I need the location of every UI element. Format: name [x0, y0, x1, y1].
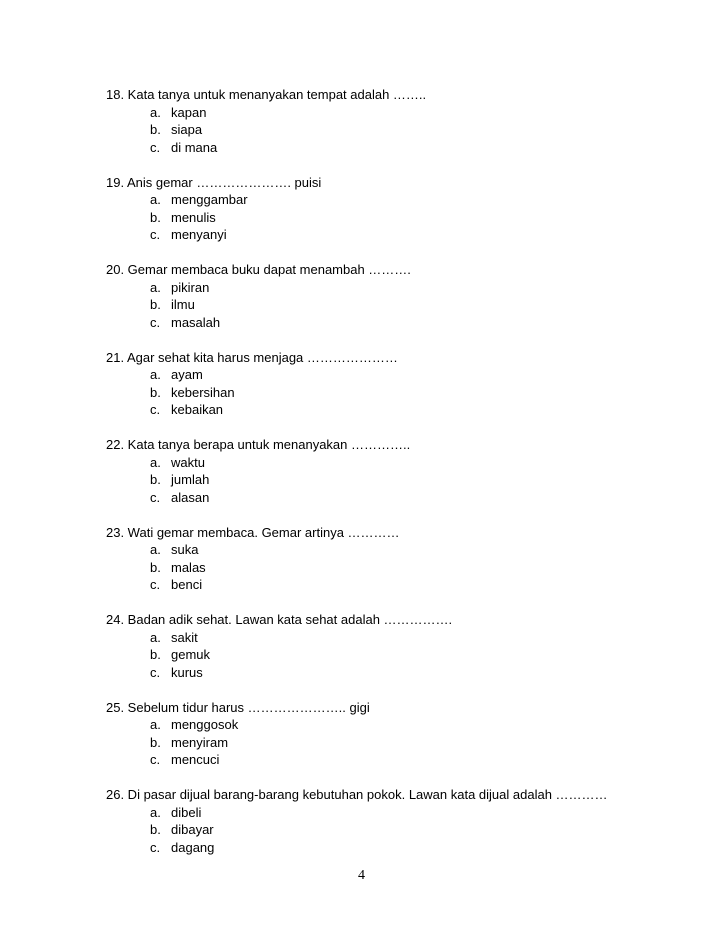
option-letter: a. — [150, 104, 161, 120]
option-letter: b. — [150, 384, 161, 400]
option-letter: a. — [150, 454, 161, 470]
option-list — [106, 366, 706, 419]
option-text: jumlah — [171, 472, 210, 487]
option-letter: a. — [150, 804, 161, 820]
option-item — [106, 384, 706, 402]
option-item — [106, 646, 706, 664]
option-text: menyiram — [171, 734, 229, 750]
option-text: menggosok — [171, 717, 239, 732]
option-item — [106, 454, 706, 472]
question-23 — [106, 524, 706, 594]
option-text: masalah — [171, 314, 221, 330]
option-item — [106, 716, 706, 734]
option-item — [106, 489, 706, 507]
option-letter: a. — [150, 629, 161, 645]
option-letter: b. — [150, 647, 161, 662]
option-letter: a. — [150, 192, 161, 207]
option-text: dibayar — [171, 822, 214, 837]
question-24 — [106, 611, 706, 681]
question-text: 26. Di pasar dijual barang-barang kebutuhan pokok. Lawan kata dijual adalah ………… — [106, 787, 608, 802]
option-list — [106, 191, 706, 244]
question-26 — [106, 786, 706, 856]
option-list — [106, 804, 706, 857]
option-text: mencuci — [171, 752, 220, 767]
option-text: dagang — [171, 839, 215, 855]
option-text: ayam — [171, 367, 203, 382]
option-list — [106, 279, 706, 332]
option-text: sakit — [171, 629, 198, 645]
option-item — [106, 541, 706, 559]
option-list — [106, 541, 706, 594]
option-item — [106, 191, 706, 209]
question-text: 24. Badan adik sehat. Lawan kata sehat adalah ……………. — [106, 612, 453, 627]
option-letter: c. — [150, 839, 161, 855]
option-text: siapa — [171, 122, 203, 137]
option-item — [106, 366, 706, 384]
option-text: kebaikan — [171, 402, 224, 417]
question-text: 21. Agar sehat kita harus menjaga ………………… — [106, 349, 398, 365]
question-21 — [106, 349, 706, 419]
option-item — [106, 629, 706, 647]
option-item — [106, 751, 706, 769]
option-item — [106, 559, 706, 577]
question-text: 22. Kata tanya berapa untuk menanyakan ………….. — [106, 437, 411, 452]
question-text: 25. Sebelum tidur harus ………………….. gigi — [106, 699, 370, 715]
option-item — [106, 821, 706, 839]
option-text: kurus — [171, 664, 203, 680]
option-text: pikiran — [171, 279, 210, 295]
option-list — [106, 629, 706, 682]
question-text: 23. Wati gemar membaca. Gemar artinya ………… — [106, 524, 400, 540]
option-letter: c. — [150, 227, 161, 242]
option-item — [106, 121, 706, 139]
option-item — [106, 734, 706, 752]
option-list — [106, 716, 706, 769]
option-item — [106, 576, 706, 594]
option-letter: a. — [150, 717, 161, 732]
option-letter: b. — [150, 734, 161, 750]
option-text: dibeli — [171, 804, 202, 820]
option-letter: c. — [150, 489, 161, 505]
option-text: menggambar — [171, 192, 248, 207]
option-item — [106, 209, 706, 227]
option-letter: b. — [150, 472, 161, 487]
option-text: alasan — [171, 489, 210, 505]
option-text: waktu — [171, 454, 205, 470]
question-18 — [106, 86, 706, 156]
option-letter: c. — [150, 402, 161, 417]
question-text: 19. Anis gemar …………………. puisi — [106, 174, 322, 190]
option-item — [106, 279, 706, 297]
option-text: ilmu — [171, 297, 195, 312]
option-letter: a. — [150, 542, 161, 557]
option-item — [106, 296, 706, 314]
question-19 — [106, 174, 706, 244]
option-text: kapan — [171, 104, 207, 120]
option-text: malas — [171, 559, 206, 575]
option-item — [106, 226, 706, 244]
option-item — [106, 804, 706, 822]
question-25 — [106, 699, 706, 769]
option-item — [106, 139, 706, 157]
option-list — [106, 104, 706, 157]
option-letter: c. — [150, 314, 161, 330]
option-letter: b. — [150, 822, 161, 837]
option-text: gemuk — [171, 647, 211, 662]
option-item — [106, 314, 706, 332]
option-item — [106, 471, 706, 489]
option-letter: a. — [150, 367, 161, 382]
option-text: suka — [171, 542, 199, 557]
option-text: menulis — [171, 209, 216, 225]
option-letter: a. — [150, 279, 161, 295]
option-item — [106, 104, 706, 122]
option-letter: c. — [150, 139, 161, 155]
question-text: 20. Gemar membaca buku dapat menambah ………. — [106, 262, 411, 277]
question-list — [106, 86, 706, 874]
question-20 — [106, 261, 706, 331]
option-letter: b. — [150, 209, 161, 225]
option-text: benci — [171, 577, 203, 592]
option-item — [106, 401, 706, 419]
option-letter: c. — [150, 752, 161, 767]
option-item — [106, 664, 706, 682]
question-22 — [106, 436, 706, 506]
option-item — [106, 839, 706, 857]
option-text: menyanyi — [171, 227, 227, 242]
option-text: di mana — [171, 139, 218, 155]
question-text: 18. Kata tanya untuk menanyakan tempat adalah …….. — [106, 87, 427, 102]
page-number: 4 — [358, 868, 365, 883]
option-letter: b. — [150, 297, 161, 312]
option-letter: c. — [150, 664, 161, 680]
option-list — [106, 454, 706, 507]
option-letter: b. — [150, 122, 161, 137]
option-letter: b. — [150, 559, 161, 575]
option-text: kebersihan — [171, 384, 235, 400]
option-letter: c. — [150, 577, 161, 592]
